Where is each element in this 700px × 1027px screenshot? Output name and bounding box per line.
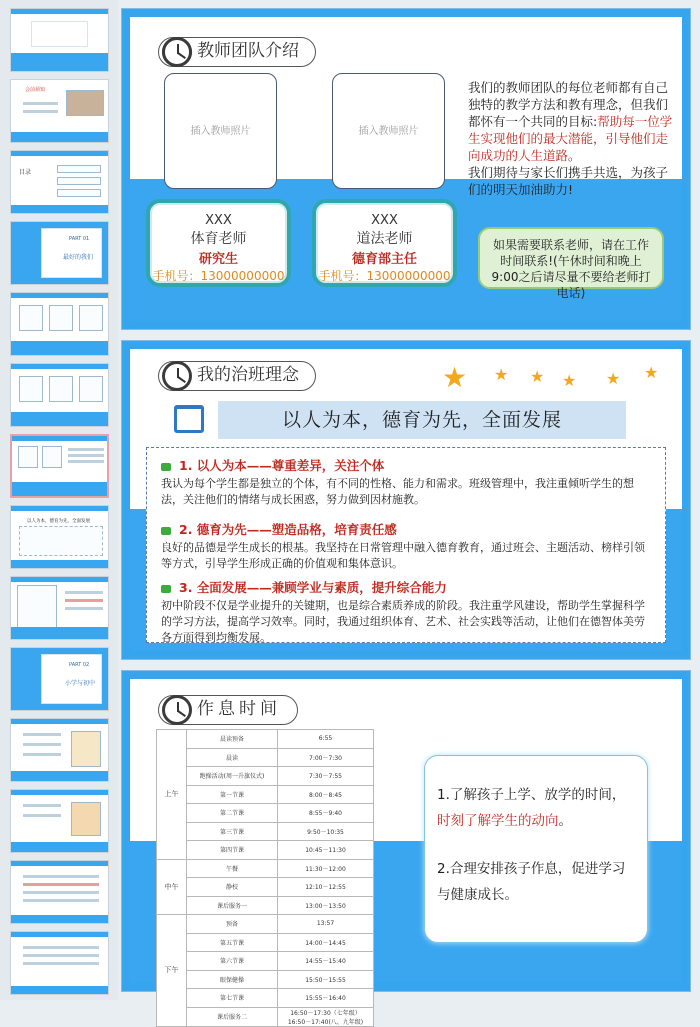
teacher-role: 体育老师 xyxy=(190,231,247,247)
teacher-qualification: 德育部主任 xyxy=(351,252,417,267)
schedule-row xyxy=(157,841,374,860)
slide-thumbnail-6[interactable] xyxy=(10,363,109,427)
star-icon: ★ xyxy=(562,371,577,390)
schedule-activity: 第二节课 xyxy=(187,804,278,823)
tip-1: 1.了解孩子上学、放学的时间，时刻了解学生的动向。 xyxy=(437,787,626,829)
schedule-time: 14:00－14:45 xyxy=(278,933,374,952)
schedule-activity: 第一节课 xyxy=(187,785,278,804)
schedule-time: 13:00－13:50 xyxy=(278,896,374,915)
slide-thumbnail-8[interactable]: 以人为本，德育为先，全面发展 xyxy=(10,505,109,569)
slide-thumbnail-rail[interactable] xyxy=(0,0,118,1000)
schedule-activity: 晨读 xyxy=(187,748,278,767)
philosophy-points-box xyxy=(146,447,666,643)
schedule-time: 12:10－12:55 xyxy=(278,878,374,897)
period-label: 下午 xyxy=(157,915,187,1027)
schedule-row xyxy=(157,767,374,786)
schedule-time: 15:55－16:40 xyxy=(278,989,374,1008)
slide-thumbnail-3[interactable]: 目录 xyxy=(10,150,109,214)
schedule-row xyxy=(157,804,374,823)
chat-icon xyxy=(161,585,171,593)
clock-icon xyxy=(162,361,192,391)
intro-highlight: 帮助每一位学生实现他们的最大潜能，引导他们走向成功的人生道路 xyxy=(468,114,673,163)
team-intro: 我们的教师团队的每位老师都有自己独特的教学方法和教有理念，但我们都怀有一个共同的目标:帮助每一位学生实现他们的最大潜能，引导他们走向成功的人生道路。 我们期待与家长们携手共选，为孩子们的明天加油助力! xyxy=(468,80,673,197)
slide-thumbnail-7[interactable] xyxy=(10,434,109,498)
slide-title: 作息时间 xyxy=(158,695,298,725)
schedule-activity: 课后服务二 xyxy=(187,1007,278,1026)
slide-thumbnail-5[interactable] xyxy=(10,292,109,356)
teacher-card-1 xyxy=(146,199,291,287)
schedule-time: 7:30－7:55 xyxy=(278,767,374,786)
schedule-tips xyxy=(424,755,648,943)
schedule-row xyxy=(157,859,374,878)
class-motto: 以人为本，德育为先，全面发展 xyxy=(218,401,626,439)
schedule-activity: 午餐 xyxy=(187,859,278,878)
slide-class-philosophy[interactable] xyxy=(121,340,691,660)
tip-2: 2.合理安排孩子作息，促进学习与健康成长。 xyxy=(437,861,626,903)
chat-icon xyxy=(161,463,171,471)
schedule-time: 13:57 xyxy=(278,915,374,934)
teacher-qualification: 研究生 xyxy=(198,252,238,267)
slide-schedule[interactable] xyxy=(121,670,691,1026)
schedule-activity: 眼保健操 xyxy=(187,970,278,989)
schedule-activity: 课后服务一 xyxy=(187,896,278,915)
schedule-activity: 第五节课 xyxy=(187,933,278,952)
schedule-row xyxy=(157,933,374,952)
schedule-row xyxy=(157,785,374,804)
schedule-time: 16:50－17:30（七年级） 16:50－17:40(八、九年级) xyxy=(278,1007,374,1026)
schedule-activity: 第七节课 xyxy=(187,989,278,1008)
clock-icon xyxy=(162,695,192,725)
schedule-row xyxy=(157,952,374,971)
schedule-time: 8:00－8:45 xyxy=(278,785,374,804)
schedule-activity: 第三节课 xyxy=(187,822,278,841)
schedule-row xyxy=(157,896,374,915)
philosophy-point-2: 2. 德育为先——塑造品格，培育责任感 良好的品德是学生成长的根基。我坚持在日常管理中融入德育教育，通过班会、主题活动、榜样引领等方式，引导学生形成正确的价值观和集体意识。 xyxy=(161,522,645,570)
slide-thumbnail-1[interactable] xyxy=(10,8,109,72)
philosophy-point-3: 3. 全面发展——兼顾学业与素质，提升综合能力 初中阶段不仅是学业提升的关键期，也是综合素质养成的阶段。我注重学风建设，帮助学生掌握科学的学习方法，提高学习效率。同时，我通过组织体育、艺术、社会实践等活动，让他们在德智体美劳各方面得到均衡发展。 xyxy=(161,580,645,644)
schedule-activity: 第六节课 xyxy=(187,952,278,971)
schedule-row xyxy=(157,1007,374,1026)
slide-thumbnail-12[interactable] xyxy=(10,789,109,853)
book-hand-icon xyxy=(174,405,204,433)
schedule-time: 11:30－12:00 xyxy=(278,859,374,878)
teacher-name: XXX xyxy=(205,213,232,228)
teacher-role: 道法老师 xyxy=(356,231,413,247)
slide-thumbnail-13[interactable] xyxy=(10,860,109,924)
teacher-card-2 xyxy=(312,199,457,287)
period-label: 上午 xyxy=(157,730,187,860)
schedule-activity: 静校 xyxy=(187,878,278,897)
schedule-row xyxy=(157,989,374,1008)
schedule-row xyxy=(157,730,374,749)
schedule-time: 8:55－9:40 xyxy=(278,804,374,823)
schedule-activity: 晨读预备 xyxy=(187,730,278,749)
teacher-phone: 手机号：13000000000 xyxy=(152,269,285,283)
schedule-row xyxy=(157,970,374,989)
star-icon: ★ xyxy=(442,361,468,394)
schedule-activity: 第四节课 xyxy=(187,841,278,860)
chat-icon xyxy=(161,527,171,535)
slide-thumbnail-10[interactable]: PART 02 小学与初中 xyxy=(10,647,109,711)
contact-note: 如果需要联系老师，请在工作时间联系!(午休时间和晚上9:00之后请尽量不要给老师打电话) xyxy=(478,227,664,289)
tip-1-highlight: 时刻了解学生的动向 xyxy=(437,813,559,829)
slide-thumbnail-9[interactable] xyxy=(10,576,109,640)
schedule-time: 10:45－11:30 xyxy=(278,841,374,860)
slide-title: 教师团队介绍 xyxy=(158,37,316,67)
schedule-time: 14:55－15:40 xyxy=(278,952,374,971)
schedule-row xyxy=(157,748,374,767)
slide-thumbnail-4[interactable]: PART 01 最好的我们 xyxy=(10,221,109,285)
schedule-row xyxy=(157,915,374,934)
schedule-activity: 预备 xyxy=(187,915,278,934)
schedule-row xyxy=(157,878,374,897)
schedule-activity: 跑操活动(周一升旗仪式) xyxy=(187,767,278,786)
clock-icon-front xyxy=(162,37,192,67)
schedule-table xyxy=(156,729,374,1027)
teacher-phone: 手机号：13000000000 xyxy=(318,269,451,283)
slide-thumbnail-11[interactable] xyxy=(10,718,109,782)
schedule-time: 6:55 xyxy=(278,730,374,749)
teacher-name: XXX xyxy=(371,213,398,228)
schedule-time: 9:50－10:35 xyxy=(278,822,374,841)
star-icon: ★ xyxy=(530,367,545,386)
slide-teacher-team[interactable] xyxy=(121,8,691,330)
slide-title: 我的治班理念 xyxy=(158,361,316,391)
star-icon: ★ xyxy=(644,363,659,382)
period-label: 中午 xyxy=(157,859,187,915)
star-icon: ★ xyxy=(606,369,621,388)
schedule-row xyxy=(157,822,374,841)
slide-thumbnail-2[interactable]: 会前须知 xyxy=(10,79,109,143)
philosophy-point-1: 1. 以人为本——尊重差异，关注个体 我认为每个学生都是独立的个体，有不同的性格、能力和需求。班级管理中，我注重倾听学生的想法，关注他们的情绪与成长困惑，努力做到因材施教。 xyxy=(161,458,634,506)
schedule-time: 15:50－15:55 xyxy=(278,970,374,989)
teacher-photo-placeholder-1[interactable]: 插入教师照片 xyxy=(164,73,277,189)
schedule-time: 7:00－7:30 xyxy=(278,748,374,767)
slide-thumbnail-14[interactable] xyxy=(10,931,109,995)
star-icon: ★ xyxy=(494,365,509,384)
teacher-photo-placeholder-2[interactable]: 插入教师照片 xyxy=(332,73,445,189)
